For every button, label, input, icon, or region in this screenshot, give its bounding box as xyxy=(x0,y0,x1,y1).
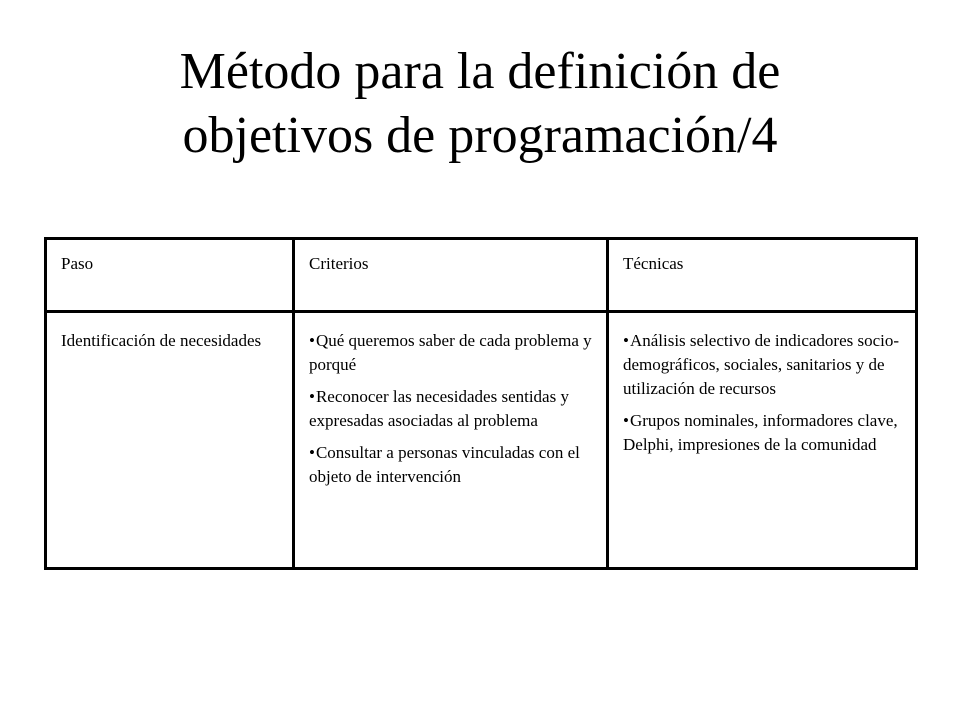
bullet-glyph: • xyxy=(309,387,315,406)
slide-title xyxy=(0,40,960,168)
paso-text: Identificación de necesidades xyxy=(61,331,262,350)
criterio-text: Qué queremos saber de cada problema y porqué xyxy=(309,331,592,374)
cell-paso xyxy=(46,312,294,569)
title-line-1: Método para la definición de xyxy=(179,43,781,100)
criterio-item xyxy=(309,441,592,489)
criterio-item xyxy=(309,329,592,377)
cell-criterios xyxy=(294,312,608,569)
tecnica-text: Grupos nominales, informadores clave, Delphi, impresiones de la comunidad xyxy=(623,411,898,454)
bullet-glyph: • xyxy=(309,443,315,462)
criterio-text: Reconocer las necesidades sentidas y expresadas asociadas al problema xyxy=(309,387,569,430)
bullet-glyph: • xyxy=(623,331,629,350)
criterio-text: Consultar a personas vinculadas con el objeto de intervención xyxy=(309,443,580,486)
header-paso: Paso xyxy=(46,239,294,312)
title-line-2: objetivos de programación/4 xyxy=(182,107,778,164)
header-criterios: Criterios xyxy=(294,239,608,312)
table-header-row xyxy=(46,239,917,312)
tecnica-text: Análisis selectivo de indicadores socio-demográficos, sociales, sanitarios y de utilización de recursos xyxy=(623,331,900,398)
table-row xyxy=(46,312,917,569)
method-table xyxy=(44,237,918,570)
tecnica-item xyxy=(623,329,901,401)
tecnica-item xyxy=(623,409,901,457)
header-tecnicas: Técnicas xyxy=(608,239,917,312)
criterio-item xyxy=(309,385,592,433)
cell-tecnicas xyxy=(608,312,917,569)
bullet-glyph: • xyxy=(309,331,315,350)
bullet-glyph: • xyxy=(623,411,629,430)
